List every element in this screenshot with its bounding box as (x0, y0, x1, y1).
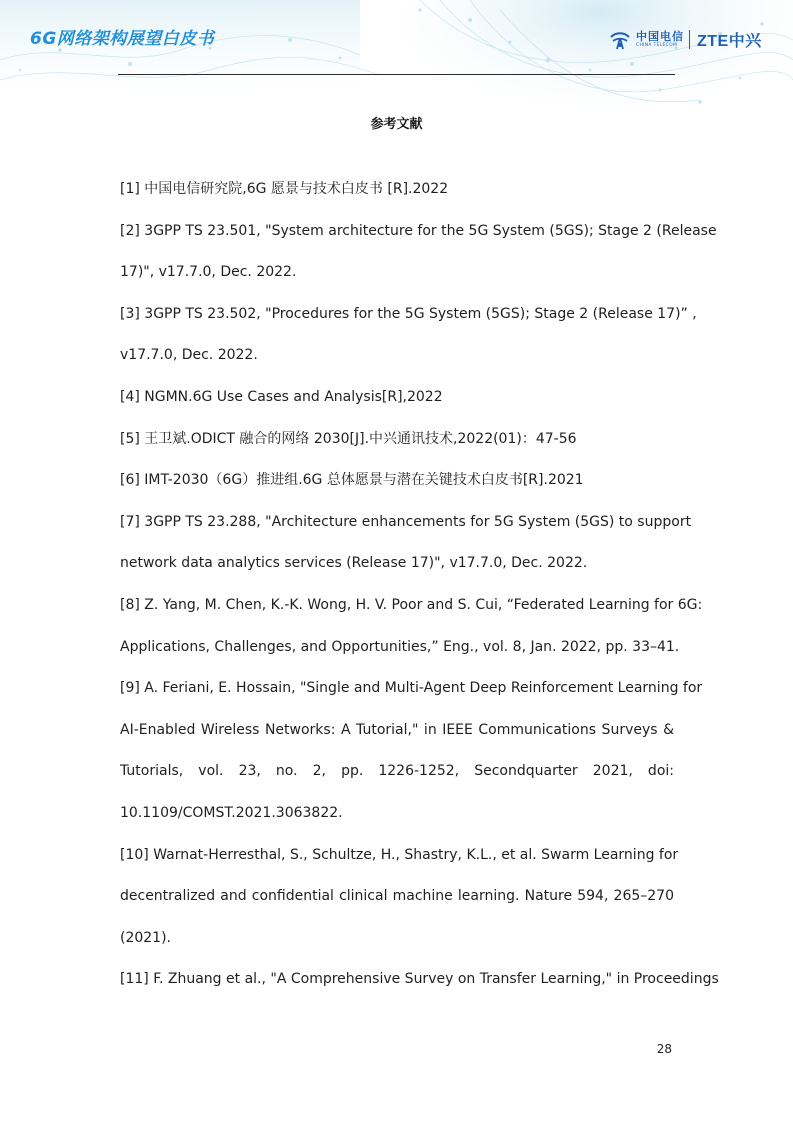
reference-line: [10] Warnat-Herresthal, S., Schultze, H., Shastry, K.L., et al. Swarm Learning for (120, 846, 679, 863)
china-telecom-cn-name: 中国电信 (636, 30, 684, 43)
china-telecom-logo (608, 26, 684, 54)
reference-line: [9] A. Feriani, E. Hossain, "Single and Multi-Agent Deep Reinforcement Learning for (120, 680, 703, 697)
reference-item (120, 467, 674, 509)
reference-line: [5] 王卫斌.ODICT 融合的网络 2030[J].中兴通讯技术,2022(01)：47-56 (120, 430, 577, 447)
reference-line: [11] F. Zhuang et al., "A Comprehensive Survey on Transfer Learning," in Proceedings (120, 971, 719, 988)
logo-divider (689, 30, 690, 49)
reference-line: v17.7.0, Dec. 2022. (120, 347, 258, 364)
reference-item (120, 592, 703, 675)
reference-line: (2021). (120, 929, 172, 946)
document-title: 6G网络架构展望白皮书 (30, 29, 215, 49)
reference-list (120, 176, 719, 1008)
zte-logo: ZTE中兴 (697, 33, 762, 50)
reference-item (120, 218, 717, 301)
reference-line: AI-Enabled Wireless Networks: A Tutorial," in IEEE Communications Surveys & (120, 721, 674, 738)
reference-line: decentralized and confidential clinical machine learning. Nature 594, 265–270 (120, 888, 674, 905)
reference-line: [3] 3GPP TS 23.502, "Procedures for the 5G System (5GS); Stage 2 (Release 17)” , (120, 305, 697, 322)
reference-item (120, 426, 674, 468)
reference-line: [2] 3GPP TS 23.501, "System architecture for the 5G System (5GS); Stage 2 (Release (120, 222, 717, 239)
reference-line: 10.1109/COMST.2021.3063822. (120, 804, 343, 821)
china-telecom-en-name: CHINA TELECOM (636, 43, 678, 48)
reference-line: [6] IMT-2030（6G）推进组.6G 总体愿景与潜在关键技术白皮书[R].2021 (120, 472, 584, 489)
reference-line: network data analytics services (Release 17)", v17.7.0, Dec. 2022. (120, 555, 588, 572)
reference-item (120, 301, 697, 384)
section-title: 参考文献 (370, 117, 423, 132)
reference-item (120, 966, 719, 1008)
china-telecom-emblem-icon (608, 28, 632, 52)
reference-line: [4] NGMN.6G Use Cases and Analysis[R],2022 (120, 388, 443, 405)
reference-line: Tutorials, vol. 23, no. 2, pp. 1226-1252, Secondquarter 2021, doi: (120, 763, 674, 780)
page-number: 28 (656, 1042, 672, 1056)
reference-item (120, 509, 692, 592)
reference-line: 17)", v17.7.0, Dec. 2022. (120, 264, 297, 281)
header-rule (118, 74, 675, 75)
reference-item (120, 842, 679, 967)
reference-line: Applications, Challenges, and Opportunities,” Eng., vol. 8, Jan. 2022, pp. 33–41. (120, 638, 680, 655)
reference-item (120, 176, 674, 218)
reference-line: [1] 中国电信研究院,6G 愿景与技术白皮书 [R].2022 (120, 181, 449, 197)
reference-item (120, 675, 703, 841)
reference-line: [8] Z. Yang, M. Chen, K.-K. Wong, H. V. Poor and S. Cui, “Federated Learning for 6G: (120, 596, 703, 613)
reference-item (120, 384, 674, 426)
reference-line: [7] 3GPP TS 23.288, "Architecture enhancements for 5G System (5GS) to support (120, 513, 692, 530)
